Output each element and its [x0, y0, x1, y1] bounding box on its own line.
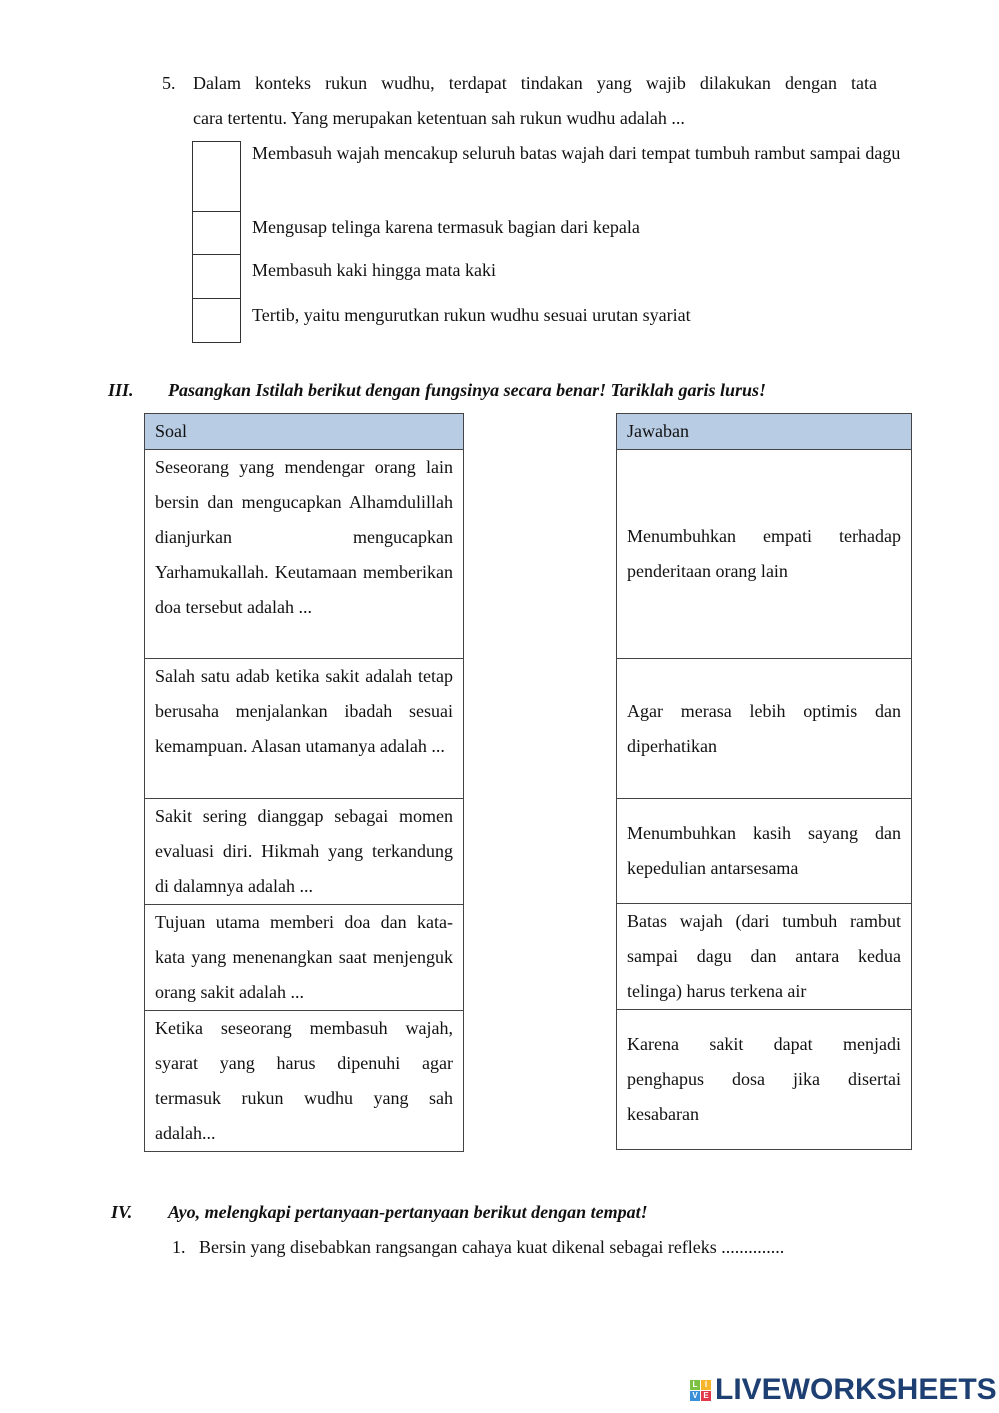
soal-cell: Tujuan utama memberi doa dan kata-kata yang menenangkan saat menjenguk orang sakit adalah ... [145, 905, 464, 1011]
section-title: Pasangkan Istilah berikut dengan fungsinya secara benar! Tariklah garis lurus! [168, 380, 766, 400]
soal-header: Soal [145, 414, 464, 450]
soal-cell: Salah satu adab ketika sakit adalah tetap berusaha menjalankan ibadah sesuai kemampuan. Alasan utamanya adalah ... [145, 659, 464, 799]
question-text: cara tertentu. Yang merupakan ketentuan sah rukun wudhu adalah ... [193, 108, 685, 128]
soal-cell: Seseorang yang mendengar orang lain bersin dan mengucapkan Alhamdulillah dianjurkan mengucapkan Yarhamukallah. Keutamaan memberikan doa tersebut adalah ... [145, 450, 464, 659]
option-checkbox[interactable] [192, 298, 241, 343]
jawaban-cell: Menumbuhkan empati terhadap penderitaan orang lain [617, 450, 912, 659]
jawaban-cell: Batas wajah (dari tumbuh rambut sampai dagu dan antara kedua telinga) harus terkena air [617, 904, 912, 1010]
item-number: 1. [172, 1237, 186, 1257]
option-checkbox[interactable] [192, 254, 241, 299]
jawaban-cell: Menumbuhkan kasih sayang dan kepedulian antarsesama [617, 799, 912, 904]
item-text: Bersin yang disebabkan rangsangan cahaya kuat dikenal sebagai refleks .............. [199, 1237, 785, 1257]
soal-cell: Sakit sering dianggap sebagai momen evaluasi diri. Hikmah yang terkandung di dalamnya adalah ... [145, 799, 464, 905]
jawaban-cell: Agar merasa lebih optimis dan diperhatikan [617, 659, 912, 799]
logo-icon: L I V E [690, 1380, 711, 1401]
section-title: Ayo, melengkapi pertanyaan-pertanyaan berikut dengan tempat! [168, 1202, 648, 1222]
option-label: Membasuh kaki hingga mata kaki [252, 260, 496, 280]
section-numeral: III. [108, 380, 134, 400]
soal-table [144, 413, 464, 1152]
jawaban-cell: Karena sakit dapat menjadi penghapus dosa jika disertai kesabaran [617, 1010, 912, 1150]
question-number: 5. [162, 73, 176, 93]
soal-cell: Ketika seseorang membasuh wajah, syarat yang harus dipenuhi agar termasuk rukun wudhu yang sah adalah... [145, 1011, 464, 1152]
jawaban-table [616, 413, 912, 1150]
option-label: Membasuh wajah mencakup seluruh batas wajah dari tempat tumbuh rambut sampai dagu [252, 143, 901, 163]
option-checkbox[interactable] [192, 141, 241, 212]
option-label: Mengusap telinga karena termasuk bagian dari kepala [252, 217, 640, 237]
logo-text: LIVEWORKSHEETS [715, 1373, 997, 1406]
option-label: Tertib, yaitu mengurutkan rukun wudhu sesuai urutan syariat [252, 305, 691, 325]
section-numeral: IV. [111, 1202, 133, 1222]
liveworksheets-logo [690, 1373, 997, 1407]
question-text: Dalam konteks rukun wudhu, terdapat tindakan yang wajib dilakukan dengan tata [193, 73, 877, 93]
option-checkbox[interactable] [192, 211, 241, 255]
jawaban-header: Jawaban [617, 414, 912, 450]
